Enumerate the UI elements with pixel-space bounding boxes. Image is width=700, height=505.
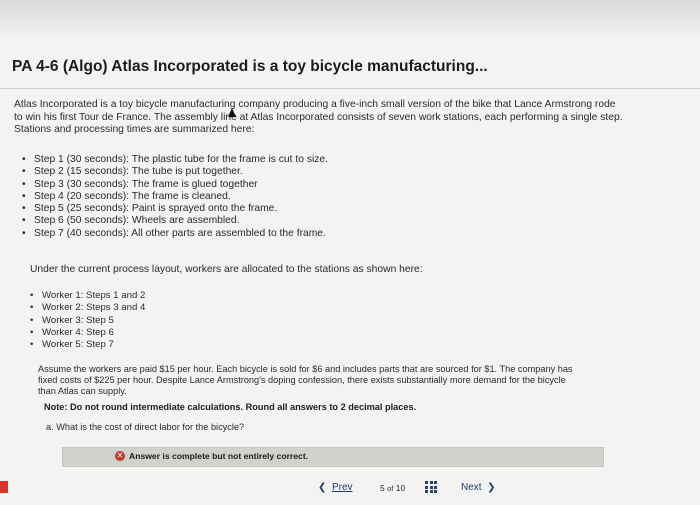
prev-button[interactable] [318, 482, 353, 493]
list-item: • Step 1 (30 seconds): The plastic tube for the frame is cut to size. [22, 154, 328, 165]
answer-status-text: Answer is complete but not entirely correct. [129, 451, 309, 461]
list-item: • Step 5 (25 seconds): Paint is sprayed onto the frame. [22, 203, 278, 215]
list-item: • Step 2 (15 seconds): The tube is put together. [22, 166, 243, 178]
steps-list [22, 154, 328, 240]
problem-intro [14, 99, 694, 137]
assume-line: fixed costs of $225 per hour. Despite Lance Armstrong's doping confession, there exists substantially more demand for the bicycle [38, 375, 566, 385]
bullet-icon: • [22, 227, 26, 239]
list-item: • Worker 5: Step 7 [30, 339, 114, 351]
rounding-note: Note: Do not round intermediate calculations. Round all answers to 2 decimal places. [44, 402, 417, 412]
red-side-tab[interactable] [0, 481, 8, 493]
list-item: • Worker 3: Step 5 [30, 314, 114, 326]
answer-status-banner [62, 447, 604, 467]
list-item: • Worker 1: Steps 1 and 2 [30, 290, 146, 301]
intro-line: to win his first Tour de France. The assembly line at Atlas Incorporated consists of seven work stations, each performing a single step. [14, 111, 623, 123]
next-label: Next [461, 482, 482, 493]
page-title: PA 4-6 (Algo) Atlas Incorporated is a toy bicycle manufacturing... [12, 58, 488, 75]
total-pages: 10 [395, 483, 406, 493]
top-shade [0, 0, 700, 40]
list-item: • Step 4 (20 seconds): The frame is cleaned. [22, 190, 231, 202]
intro-line: Atlas Incorporated is a toy bicycle manufacturing company producing a five-inch small version of the bike that Lance Armstrong rode [14, 99, 616, 110]
bullet-icon: • [30, 314, 34, 326]
intro-line: Stations and processing times are summarized here: [14, 124, 255, 136]
assume-line: Assume the workers are paid $15 per hour. Each bicycle is sold for $6 and includes parts that are sourced for $1. The company has [38, 364, 573, 374]
bullet-icon: • [22, 178, 26, 190]
prev-label: Prev [331, 482, 353, 493]
of-label: of [387, 484, 394, 493]
layout-intro: Under the current process layout, workers are allocated to the stations as shown here: [30, 264, 423, 275]
bullet-icon: • [22, 154, 26, 165]
bullet-icon: • [30, 302, 34, 314]
list-item: • Worker 4: Step 6 [30, 326, 114, 338]
question-a: a. What is the cost of direct labor for the bicycle? [46, 422, 245, 432]
assume-line: than Atlas can supply. [38, 386, 127, 396]
question-grid-icon[interactable] [425, 481, 437, 493]
current-page: 5 [380, 483, 385, 493]
list-item: • Step 7 (40 seconds): All other parts are assembled to the frame. [22, 227, 326, 239]
bullet-icon: • [22, 166, 26, 178]
bullet-icon: • [30, 326, 34, 338]
chevron-right-icon: ❯ [487, 482, 496, 493]
workers-list [30, 290, 145, 351]
title-divider [0, 88, 700, 89]
list-item: • Step 3 (30 seconds): The frame is glued together [22, 178, 258, 190]
bullet-icon: • [30, 290, 34, 301]
next-button[interactable] [461, 482, 496, 493]
bullet-icon: • [22, 215, 26, 227]
pagination-bar [0, 476, 700, 500]
mouse-cursor-icon [228, 108, 236, 117]
page-indicator [380, 483, 405, 493]
assumptions-paragraph [38, 364, 678, 397]
bullet-icon: • [30, 339, 34, 351]
bullet-icon: • [22, 190, 26, 202]
bullet-icon: • [22, 203, 26, 215]
incorrect-x-icon: ✕ [116, 451, 124, 460]
list-item: • Worker 2: Steps 3 and 4 [30, 302, 146, 314]
list-item: • Step 6 (50 seconds): Wheels are assembled. [22, 215, 240, 227]
chevron-left-icon: ❮ [318, 482, 327, 493]
